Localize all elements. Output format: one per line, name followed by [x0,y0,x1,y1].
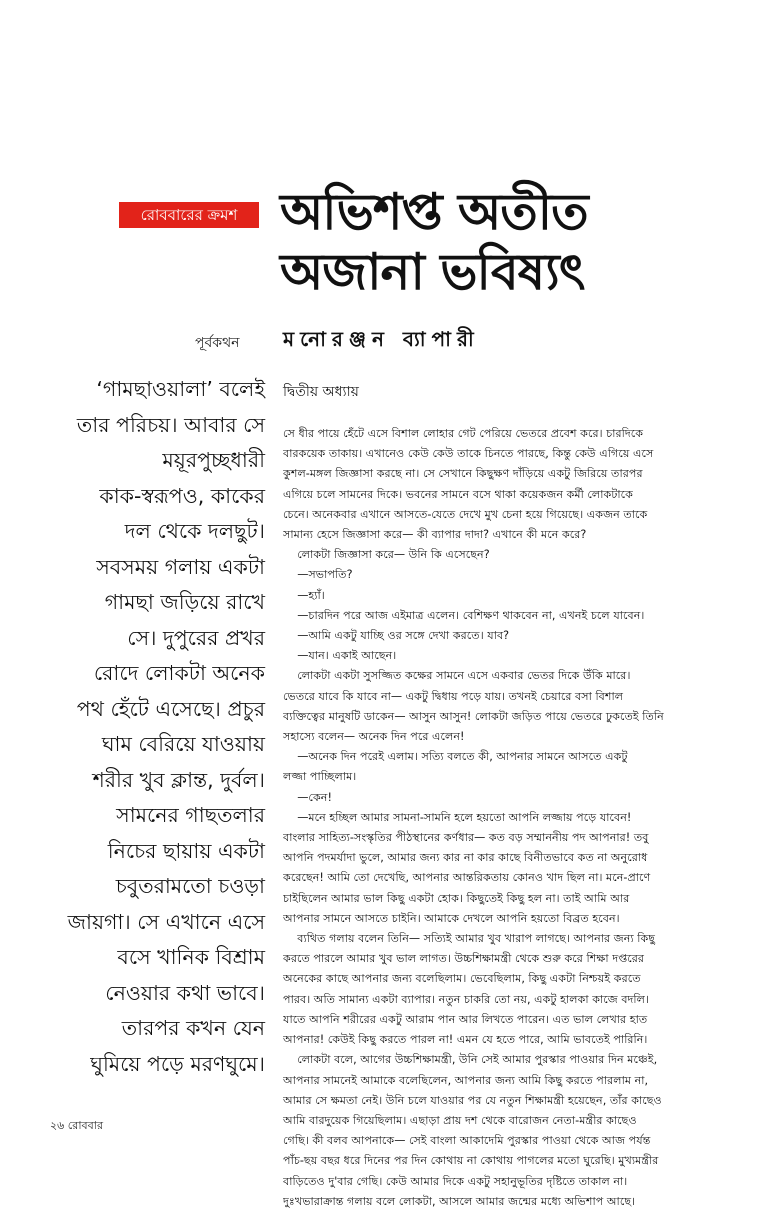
pull-quote-line: নিচের ছায়ায় একটা [107,838,265,863]
body-line: আপনার সামনেই আমাকে বলেছিলেন, আপনার জন্য আমি কিছু করতে পারলাম না, [283,1073,649,1087]
body-line: পাঁচ-ছয় বছর ধরে দিনের পর দিন কোথায় না কোথায় পাগলের মতো ঘুরেছি। মুখ্যমন্ত্রীর [283,1154,659,1168]
body-line: যাতে আপনি শরীরের একটু আরাম পান আর লিখতে পারেন। এত ভাল লেখার হাত [283,1012,648,1026]
body-line: ব্যথিত গলায় বলেন তিনি— সত্যিই আমার খুব খারাপ লাগছে। আপনার জন্য কিছু [283,932,656,946]
body-line: লোকটা বলে, আগের উচ্চশিক্ষামন্ত্রী, উনি সেই আমার পুরস্কার পাওয়ার দিন মঞ্চেই, [283,1053,658,1067]
body-line: চাইছিলেন আমার ভাল কিছু একটা হোক। কিছুতেই কিছু হল না। তাই আমি আর [283,891,630,905]
pull-quote-line: গামছা জড়িয়ে রাখে [104,590,265,614]
title-line-2: অজানা ভবিষ্যৎ [280,243,585,301]
body-line: বারকয়েক তাকায়। এখানেও কেউ কেউ তাকে চিনতে পারছে, কিন্তু কেউ এগিয়ে এসে [283,447,654,461]
body-line: বাংলার সাহিত্য-সংস্কৃতির পীঠস্থানের কর্ণধার— কত বড় সম্মাননীয় পদ আপনার! তবু [283,831,649,845]
body-line: আপনি পদমর্যাদা ভুলে, আমার জন্য কার না কার কাছে বিনীতভাবে কত না অনুরোধ [283,851,648,865]
body-line: সে ধীর পায়ে হেঁটে এসে বিশাল লোহার গেট পেরিয়ে ভেতরে প্রবেশ করে। চারদিকে [283,427,644,440]
pull-quote-line: চবুতরামতো চওড়া [115,874,265,898]
body-line: —মনে হচ্ছিল আমার সামনা-সামনি হলে হয়তো আপনি লজ্জায় পড়ে যাবেন! [283,810,632,824]
body-line: —সভাপতি? [283,568,353,582]
pull-quote-line: নেওয়ার কথা ভাবে। [105,980,265,1005]
body-line: সামান্য হেসে জিজ্ঞাসা করে— কী ব্যাপার দাদা? এখানে কী মনে করে? [283,528,587,542]
pull-quote [50,372,265,1082]
pull-quote-line: পথ হেঁটে এসেছে। প্রচুর [76,696,265,721]
author-name: মনোরঞ্জন ব্যাপারী [283,327,480,351]
pull-quote-line: ময়ূরপুচ্ছধারী [162,448,265,472]
byline-label: পূর্বকথন [195,335,240,351]
pull-quote-line: তারপর কখন যেন [121,1016,265,1040]
pull-quote-line: জায়গা। সে এখানে এসে [67,909,265,934]
pull-quote-line: কাক-স্বরূপও, কাকের [99,483,265,508]
page-folio: ২৬ রোববার [50,1119,103,1132]
body-line: লোকটা একটা সুসজ্জিত কক্ষের সামনে এসে একবার ভেতর দিকে উঁকি মারে। [283,669,631,683]
body-line: ভেতরে যাবে কি যাবে না— একটু দ্বিধায় পড়ে যায়। তখনই চেয়ারে বসা বিশাল [283,689,624,703]
pull-quote-line: ‘গামছাওয়ালা’ বলেই [96,377,265,401]
pull-quote-line: বসে খানিক বিশ্রাম [117,945,265,969]
body-line: সহাস্যে বলেন— অনেক দিন পরে এলেন! [283,730,465,744]
pull-quote-line: শরীর খুব ক্লান্ত, দুর্বল। [92,767,265,792]
body-line: অনেকের কাছে আপনার জন্য বলেছিলাম। ভেবেছিলাম, কিছু একটা নিশ্চয়ই করতে [283,972,641,986]
body-line: পারব। অতি সামান্য একটা ব্যাপার। নতুন চাকরি তো নয়, একটু হালকা কাজে বদলি। [283,992,649,1006]
pull-quote-line: ঘাম বেরিয়ে যাওয়ায় [101,732,265,756]
body-line: —চারদিন পরে আজ এইমাত্র এলেন। বেশিক্ষণ থাকবেন না, এখনই চলে যাবেন। [283,608,645,622]
body-line: ব্যক্তিত্বের মানুষটি ডাকেন— আসুন আসুন! লোকটা জড়িত পায়ে ভেতরে ঢুকতেই তিনি [283,709,664,723]
body-line: করতে পারলে আমার খুব ভাল লাগত। উচ্চশিক্ষামন্ত্রী থেকে শুরু করে শিক্ষা দপ্তরের [283,952,645,966]
pull-quote-line: ঘুমিয়ে পড়ে মরণঘুমে। [90,1051,265,1076]
body-line: আপনার সামনে আসতে চাইনি। আমাকে দেখলে আপনি হয়তো বিব্রত হবেন। [283,911,620,925]
body-line: আপনার! কেউই কিছু করতে পারল না! এমন যে হতে পারে, আমি ভাবতেই পারিনি। [283,1033,648,1047]
body-line: —আমি একটু যাচ্ছি ওর সঙ্গে দেখা করতে। যাব? [283,629,510,643]
body-line: করেছেন! আমি তো দেখেছি, আপনার আন্তরিকতায় কোনও খাদ ছিল না। মনে-প্রাণে [283,871,651,885]
section-badge: রোববারের ক্রমশ [119,202,259,228]
title-line-1: অভিশপ্ত অতীত [280,183,588,241]
body-line: চেনে। অনেকবার এখানে আসতে-যেতে দেখে মুখ চেনা হয়ে গিয়েছে। একজন তাকে [283,507,648,521]
body-line: লজ্জা পাচ্ছিলাম। [283,770,357,784]
pull-quote-line: সে। দুপুরের প্রখর [127,625,265,650]
body-line: আমার সে ক্ষমতা নেই। উনি চলে যাওয়ার পর যে নতুন শিক্ষামন্ত্রী হয়েছেন, তাঁর কাছেও [283,1093,662,1107]
pull-quote-line: সামনের গাছতলার [116,803,265,827]
pull-quote-line: দল থেকে দলছুট। [124,519,265,543]
pull-quote-line: তার পরিচয়। আবার সে [76,412,265,437]
body-line: —হ্যাঁ। [283,588,325,602]
pull-quote-line: রোদে লোকটা অনেক [93,661,265,685]
body-line: —যান। একাই আছেন। [283,649,397,663]
pull-quote-line: সবসময় গলায় একটা [96,554,265,579]
body-line: গেছি। কী বলব আপনাকে— সেই বাংলা আকাদেমি পুরস্কার পাওয়া থেকে আজ পর্যন্ত [283,1134,651,1148]
body-line: দুঃখভারাক্রান্ত গলায় বলে লোকটা, আসলে আমার জন্মের মধ্যে অভিশাপ আছে। [283,1194,636,1208]
chapter-heading: দ্বিতীয় অধ্যায় [283,384,359,400]
article-title [280,182,750,302]
body-line: লোকটা জিজ্ঞাসা করে— উনি কি এসেছেন? [283,548,490,562]
body-line: —অনেক দিন পরেই এলাম। সত্যি বলতে কী, আপনার সামনে আসতে একটু [283,750,628,764]
body-line: —কেন! [283,790,332,804]
article-body [283,424,753,1212]
body-line: এগিয়ে চলে সামনের দিকে। ভবনের সামনে বসে থাকা কয়েকজন কর্মী লোকটাকে [283,487,633,501]
body-line: আমি বারদুয়েক গিয়েছিলাম। এছাড়া প্রায় দশ থেকে বারোজন নেতা-মন্ত্রীর কাছেও [283,1113,637,1127]
body-line: বাড়িতেও দু'বার গেছি। কেউ আমার দিকে একটু সহানুভূতির দৃষ্টিতে তাকাল না। [283,1174,628,1188]
body-line: কুশল-মঙ্গল জিজ্ঞাসা করছে না। সে সেখানে কিছুক্ষণ দাঁড়িয়ে একটু জিরিয়ে তারপর [283,467,643,481]
